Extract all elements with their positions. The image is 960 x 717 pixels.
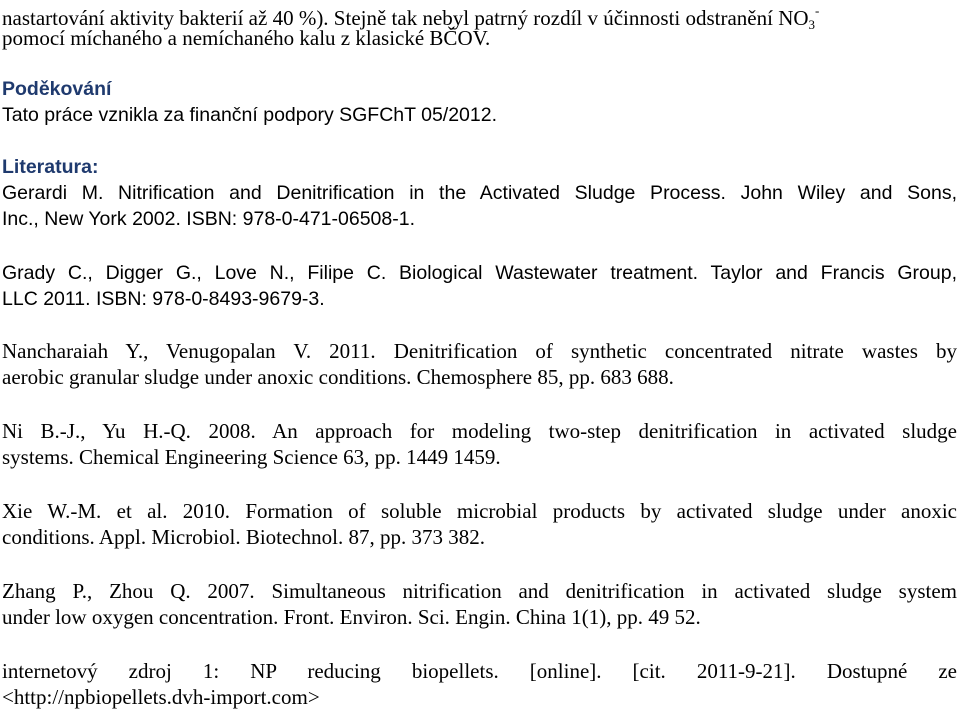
reference-4-line-1: Ni B.-J., Yu H.-Q. 2008. An approach for modeling two-step denitrification in activated sludge (2, 419, 957, 443)
reference-5-line-1: Xie W.-M. et al. 2010. Formation of soluble microbial products by activated sludge under anoxic (2, 499, 957, 523)
reference-7-line-1: internetový zdroj 1: NP reducing biopellets. [online]. [cit. 2011-9-21]. Dostupné ze (2, 659, 957, 683)
acknowledgement-heading: Poděkování (2, 78, 112, 100)
reference-3-line-1: Nancharaiah Y., Venugopalan V. 2011. Denitrification of synthetic concentrated nitrate wastes by (2, 339, 957, 363)
reference-2-line-2: LLC 2011. ISBN: 978-0-8493-9679-3. (2, 288, 325, 310)
intro-line-2: pomocí míchaného a nemíchaného kalu z klasické BČOV. (2, 26, 491, 50)
reference-5-line-2: conditions. Appl. Microbiol. Biotechnol. 87, pp. 373 382. (2, 525, 485, 549)
intro-line-1-text: nastartování aktivity bakterií až 40 %). Stejně tak nebyl patrný rozdíl v účinnosti odstranění NO (2, 6, 809, 30)
reference-4-line-2: systems. Chemical Engineering Science 63, pp. 1449 1459. (2, 445, 501, 469)
reference-3-line-2: aerobic granular sludge under anoxic conditions. Chemosphere 85, pp. 683 688. (2, 365, 674, 389)
reference-6-line-1: Zhang P., Zhou Q. 2007. Simultaneous nitrification and denitrification in activated sludge system (2, 579, 957, 603)
intro-line-1-subscript: 3 (808, 17, 816, 32)
reference-2-line-1: Grady C., Digger G., Love N., Filipe C. Biological Wastewater treatment. Taylor and Francis Group, (2, 262, 957, 284)
reference-1-line-2: Inc., New York 2002. ISBN: 978-0-471-06508-1. (2, 208, 416, 230)
reference-1-line-1: Gerardi M. Nitrification and Denitrification in the Activated Sludge Process. John Wiley and Sons, (2, 182, 957, 204)
reference-6-line-2: under low oxygen concentration. Front. Environ. Sci. Engin. China 1(1), pp. 49 52. (2, 605, 701, 629)
reference-7-url[interactable]: <http://npbiopellets.dvh-import.com> (2, 685, 320, 709)
acknowledgement-text: Tato práce vznikla za finanční podpory SGFChT 05/2012. (2, 104, 498, 126)
references-heading: Literatura: (2, 156, 99, 178)
intro-line-1-superscript: - (815, 3, 820, 18)
